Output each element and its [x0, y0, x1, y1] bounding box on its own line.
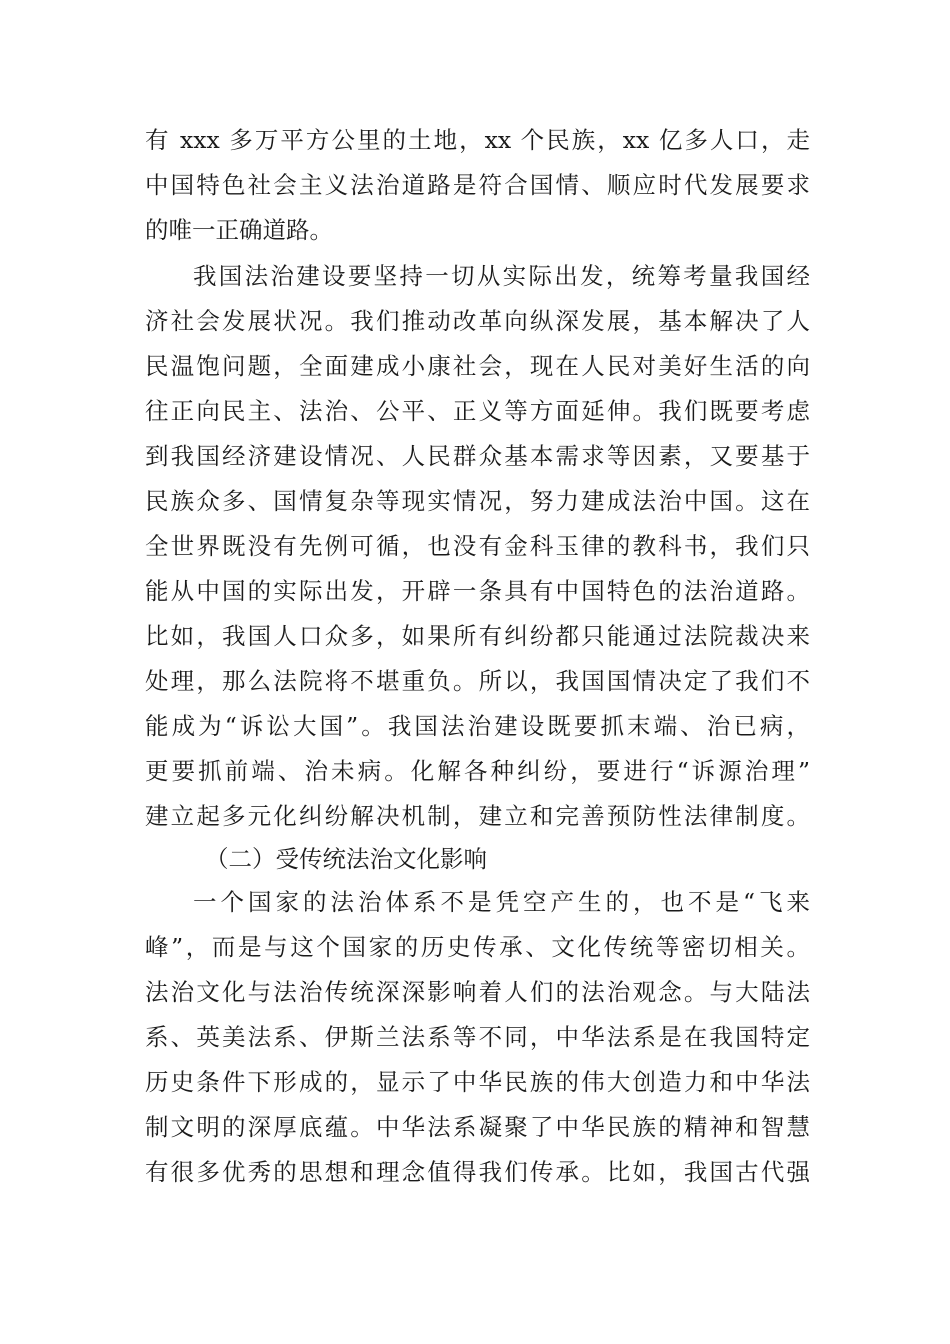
paragraph-2-line-8: 能从中国的实际出发，开辟一条具有中国特色的法治道路。 [145, 577, 810, 605]
paragraph-2-line-3: 民温饱问题，全面建成小康社会，现在人民对美好生活的向 [145, 352, 810, 380]
paragraph-1-line-2: 中国特色社会主义法治道路是符合国情、顺应时代发展要求 [145, 171, 810, 199]
paragraph-3-line-6: 制文明的深厚底蕴。中华法系凝聚了中华民族的精神和智慧 [145, 1113, 810, 1141]
paragraph-2-line-9: 比如，我国人口众多，如果所有纠纷都只能通过法院裁决来 [145, 622, 810, 650]
paragraph-2-line-2: 济社会发展状况。我们推动改革向纵深发展，基本解决了人 [145, 307, 810, 335]
paragraph-2-line-6: 民族众多、国情复杂等现实情况，努力建成法治中国。这在 [145, 487, 810, 515]
paragraph-1-line-1: 有 xxx 多万平方公里的土地，xx 个民族，xx 亿多人口，走 [145, 126, 810, 154]
paragraph-2-line-1: 我国法治建设要坚持一切从实际出发，统筹考量我国经 [193, 262, 810, 290]
paragraph-2-line-11: 能成为“诉讼大国”。我国法治建设既要抓末端、治已病， [145, 712, 810, 740]
paragraph-1-line-3: 的唯一正确道路。 [145, 216, 333, 244]
paragraph-3-line-7: 有很多优秀的思想和理念值得我们传承。比如，我国古代强 [145, 1158, 810, 1186]
paragraph-3-line-3: 法治文化与法治传统深深影响着人们的法治观念。与大陆法 [145, 978, 810, 1006]
paragraph-2-line-13: 建立起多元化纠纷解决机制，建立和完善预防性法律制度。 [145, 802, 810, 830]
paragraph-3-line-4: 系、英美法系、伊斯兰法系等不同，中华法系是在我国特定 [145, 1023, 810, 1051]
paragraph-3-line-2: 峰”，而是与这个国家的历史传承、文化传统等密切相关。 [145, 933, 810, 961]
paragraph-3-line-5: 历史条件下形成的，显示了中华民族的伟大创造力和中华法 [145, 1068, 810, 1096]
paragraph-3-line-1: 一个国家的法治体系不是凭空产生的，也不是“飞来 [193, 888, 810, 916]
paragraph-2-line-5: 到我国经济建设情况、人民群众基本需求等因素，又要基于 [145, 442, 810, 470]
paragraph-2-line-7: 全世界既没有先例可循，也没有金科玉律的教科书，我们只 [145, 532, 810, 560]
paragraph-2-line-4: 往正向民主、法治、公平、正义等方面延伸。我们既要考虑 [145, 397, 810, 425]
section-heading: （二）受传统法治文化影响 [205, 845, 487, 873]
paragraph-2-line-10: 处理，那么法院将不堪重负。所以，我国国情决定了我们不 [145, 667, 810, 695]
paragraph-2-line-12: 更要抓前端、治未病。化解各种纠纷，要进行“诉源治理” [145, 757, 810, 785]
